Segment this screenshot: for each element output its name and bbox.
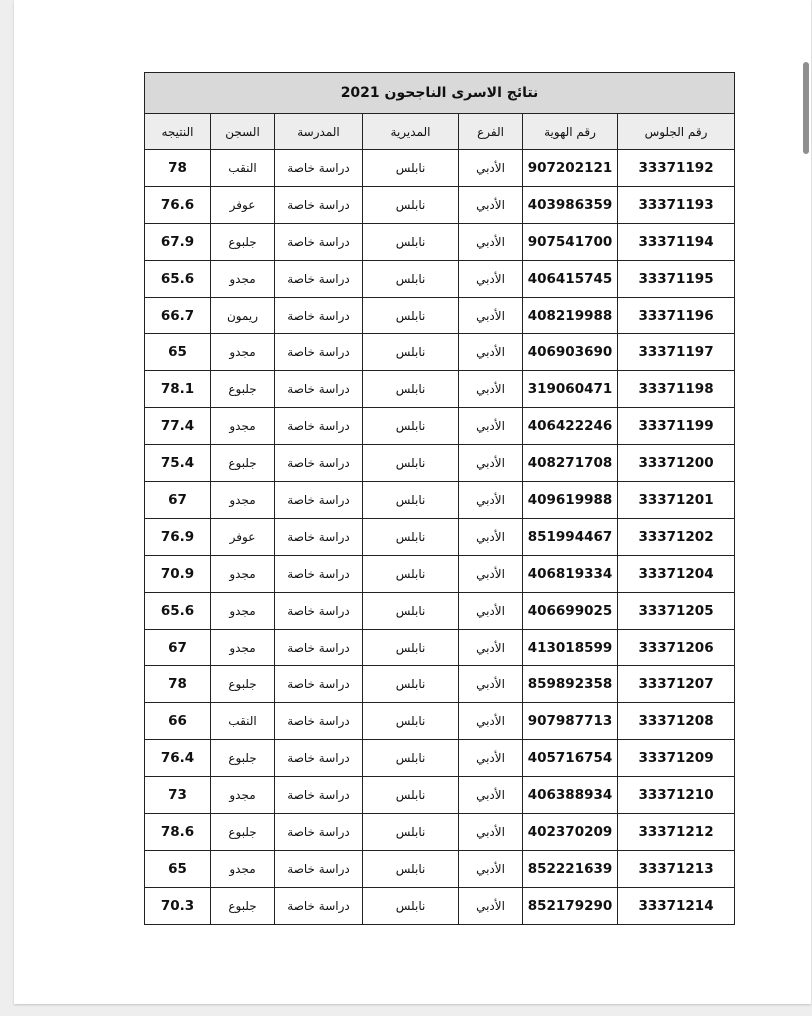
cell-directorate: نابلس (363, 518, 459, 555)
cell-prison: جلبوع (211, 223, 275, 260)
cell-id-number: 851994467 (523, 518, 618, 555)
cell-result: 78.1 (145, 371, 211, 408)
cell-prison: جلبوع (211, 887, 275, 924)
cell-seat-number: 33371207 (618, 666, 735, 703)
cell-id-number: 907987713 (523, 703, 618, 740)
cell-seat-number: 33371193 (618, 186, 735, 223)
cell-directorate: نابلس (363, 334, 459, 371)
cell-id-number: 413018599 (523, 629, 618, 666)
cell-directorate: نابلس (363, 445, 459, 482)
cell-branch: الأدبي (459, 740, 523, 777)
cell-result: 65.6 (145, 592, 211, 629)
cell-seat-number: 33371204 (618, 555, 735, 592)
cell-branch: الأدبي (459, 592, 523, 629)
header-prison: السجن (211, 114, 275, 150)
table-row (145, 518, 735, 555)
cell-branch: الأدبي (459, 518, 523, 555)
cell-seat-number: 33371195 (618, 260, 735, 297)
table-header-row (145, 114, 735, 150)
cell-branch: الأدبي (459, 629, 523, 666)
cell-directorate: نابلس (363, 850, 459, 887)
cell-prison: مجدو (211, 334, 275, 371)
table-row (145, 703, 735, 740)
cell-prison: مجدو (211, 629, 275, 666)
cell-seat-number: 33371197 (618, 334, 735, 371)
scrollbar-thumb[interactable] (803, 62, 809, 154)
table-row (145, 777, 735, 814)
cell-result: 70.3 (145, 887, 211, 924)
cell-branch: الأدبي (459, 150, 523, 187)
table-row (145, 260, 735, 297)
cell-school: دراسة خاصة (275, 482, 363, 519)
cell-school: دراسة خاصة (275, 887, 363, 924)
cell-directorate: نابلس (363, 482, 459, 519)
cell-seat-number: 33371201 (618, 482, 735, 519)
cell-branch: الأدبي (459, 850, 523, 887)
cell-directorate: نابلس (363, 777, 459, 814)
cell-id-number: 409619988 (523, 482, 618, 519)
cell-directorate: نابلس (363, 186, 459, 223)
cell-school: دراسة خاصة (275, 186, 363, 223)
cell-id-number: 406388934 (523, 777, 618, 814)
cell-result: 77.4 (145, 408, 211, 445)
cell-seat-number: 33371212 (618, 814, 735, 851)
cell-result: 65.6 (145, 260, 211, 297)
cell-id-number: 907541700 (523, 223, 618, 260)
table-row (145, 371, 735, 408)
cell-prison: عوفر (211, 518, 275, 555)
cell-school: دراسة خاصة (275, 518, 363, 555)
cell-school: دراسة خاصة (275, 555, 363, 592)
cell-id-number: 406422246 (523, 408, 618, 445)
cell-id-number: 406903690 (523, 334, 618, 371)
cell-school: دراسة خاصة (275, 408, 363, 445)
cell-seat-number: 33371209 (618, 740, 735, 777)
cell-seat-number: 33371213 (618, 850, 735, 887)
cell-directorate: نابلس (363, 260, 459, 297)
cell-directorate: نابلس (363, 150, 459, 187)
cell-seat-number: 33371214 (618, 887, 735, 924)
cell-directorate: نابلس (363, 703, 459, 740)
cell-result: 67 (145, 482, 211, 519)
cell-directorate: نابلس (363, 629, 459, 666)
cell-result: 78 (145, 666, 211, 703)
cell-school: دراسة خاصة (275, 445, 363, 482)
cell-school: دراسة خاصة (275, 297, 363, 334)
table-row (145, 814, 735, 851)
cell-id-number: 319060471 (523, 371, 618, 408)
cell-school: دراسة خاصة (275, 223, 363, 260)
cell-directorate: نابلس (363, 887, 459, 924)
cell-prison: مجدو (211, 408, 275, 445)
cell-school: دراسة خاصة (275, 260, 363, 297)
cell-prison: مجدو (211, 850, 275, 887)
cell-result: 67.9 (145, 223, 211, 260)
cell-directorate: نابلس (363, 740, 459, 777)
cell-result: 66.7 (145, 297, 211, 334)
cell-result: 76.9 (145, 518, 211, 555)
cell-branch: الأدبي (459, 777, 523, 814)
table-title-row (145, 73, 735, 114)
cell-directorate: نابلس (363, 297, 459, 334)
table-row (145, 887, 735, 924)
cell-seat-number: 33371202 (618, 518, 735, 555)
table-row (145, 150, 735, 187)
cell-seat-number: 33371208 (618, 703, 735, 740)
cell-id-number: 907202121 (523, 150, 618, 187)
cell-prison: مجدو (211, 555, 275, 592)
cell-prison: مجدو (211, 777, 275, 814)
cell-seat-number: 33371194 (618, 223, 735, 260)
table-row (145, 297, 735, 334)
cell-prison: جلبوع (211, 371, 275, 408)
cell-branch: الأدبي (459, 260, 523, 297)
cell-id-number: 852221639 (523, 850, 618, 887)
cell-seat-number: 33371200 (618, 445, 735, 482)
cell-prison: مجدو (211, 260, 275, 297)
cell-seat-number: 33371206 (618, 629, 735, 666)
cell-prison: جلبوع (211, 814, 275, 851)
cell-school: دراسة خاصة (275, 740, 363, 777)
scrollbar[interactable] (800, 0, 812, 1016)
table-row (145, 740, 735, 777)
cell-branch: الأدبي (459, 297, 523, 334)
cell-id-number: 403986359 (523, 186, 618, 223)
table-row (145, 666, 735, 703)
cell-result: 76.6 (145, 186, 211, 223)
cell-seat-number: 33371198 (618, 371, 735, 408)
header-id-number: رقم الهوية (523, 114, 618, 150)
cell-id-number: 408219988 (523, 297, 618, 334)
cell-school: دراسة خاصة (275, 334, 363, 371)
cell-branch: الأدبي (459, 555, 523, 592)
cell-branch: الأدبي (459, 703, 523, 740)
cell-school: دراسة خاصة (275, 371, 363, 408)
cell-result: 78.6 (145, 814, 211, 851)
cell-school: دراسة خاصة (275, 777, 363, 814)
cell-result: 76.4 (145, 740, 211, 777)
cell-directorate: نابلس (363, 814, 459, 851)
header-directorate: المديرية (363, 114, 459, 150)
cell-id-number: 859892358 (523, 666, 618, 703)
cell-prison: النقب (211, 150, 275, 187)
cell-prison: جلبوع (211, 666, 275, 703)
cell-result: 65 (145, 850, 211, 887)
cell-directorate: نابلس (363, 223, 459, 260)
cell-branch: الأدبي (459, 334, 523, 371)
header-seat-number: رقم الجلوس (618, 114, 735, 150)
cell-branch: الأدبي (459, 482, 523, 519)
table-title: نتائج الاسرى الناجحون 2021 (145, 73, 735, 114)
results-table (144, 72, 735, 925)
cell-directorate: نابلس (363, 555, 459, 592)
cell-directorate: نابلس (363, 371, 459, 408)
cell-branch: الأدبي (459, 445, 523, 482)
cell-school: دراسة خاصة (275, 150, 363, 187)
table-row (145, 555, 735, 592)
cell-prison: مجدو (211, 482, 275, 519)
header-result: النتيجه (145, 114, 211, 150)
cell-result: 78 (145, 150, 211, 187)
cell-school: دراسة خاصة (275, 703, 363, 740)
cell-branch: الأدبي (459, 223, 523, 260)
cell-directorate: نابلس (363, 666, 459, 703)
cell-prison: جلبوع (211, 740, 275, 777)
cell-seat-number: 33371192 (618, 150, 735, 187)
table-row (145, 445, 735, 482)
cell-result: 73 (145, 777, 211, 814)
cell-result: 65 (145, 334, 211, 371)
table-row (145, 223, 735, 260)
table-row (145, 334, 735, 371)
cell-prison: ريمون (211, 297, 275, 334)
cell-result: 70.9 (145, 555, 211, 592)
cell-prison: مجدو (211, 592, 275, 629)
cell-result: 75.4 (145, 445, 211, 482)
cell-school: دراسة خاصة (275, 629, 363, 666)
cell-branch: الأدبي (459, 887, 523, 924)
header-branch: الفرع (459, 114, 523, 150)
cell-id-number: 402370209 (523, 814, 618, 851)
table-row (145, 186, 735, 223)
cell-branch: الأدبي (459, 408, 523, 445)
cell-seat-number: 33371210 (618, 777, 735, 814)
cell-prison: جلبوع (211, 445, 275, 482)
cell-school: دراسة خاصة (275, 850, 363, 887)
cell-directorate: نابلس (363, 592, 459, 629)
cell-result: 66 (145, 703, 211, 740)
cell-school: دراسة خاصة (275, 666, 363, 703)
table-row (145, 629, 735, 666)
cell-branch: الأدبي (459, 814, 523, 851)
table-row (145, 482, 735, 519)
cell-id-number: 406819334 (523, 555, 618, 592)
cell-id-number: 406699025 (523, 592, 618, 629)
cell-id-number: 408271708 (523, 445, 618, 482)
cell-result: 67 (145, 629, 211, 666)
cell-school: دراسة خاصة (275, 592, 363, 629)
table-row (145, 592, 735, 629)
cell-id-number: 406415745 (523, 260, 618, 297)
cell-prison: عوفر (211, 186, 275, 223)
cell-prison: النقب (211, 703, 275, 740)
cell-branch: الأدبي (459, 666, 523, 703)
cell-school: دراسة خاصة (275, 814, 363, 851)
cell-seat-number: 33371199 (618, 408, 735, 445)
cell-seat-number: 33371196 (618, 297, 735, 334)
table-row (145, 850, 735, 887)
cell-branch: الأدبي (459, 371, 523, 408)
cell-id-number: 852179290 (523, 887, 618, 924)
cell-branch: الأدبي (459, 186, 523, 223)
header-school: المدرسة (275, 114, 363, 150)
cell-directorate: نابلس (363, 408, 459, 445)
table-row (145, 408, 735, 445)
cell-id-number: 405716754 (523, 740, 618, 777)
cell-seat-number: 33371205 (618, 592, 735, 629)
